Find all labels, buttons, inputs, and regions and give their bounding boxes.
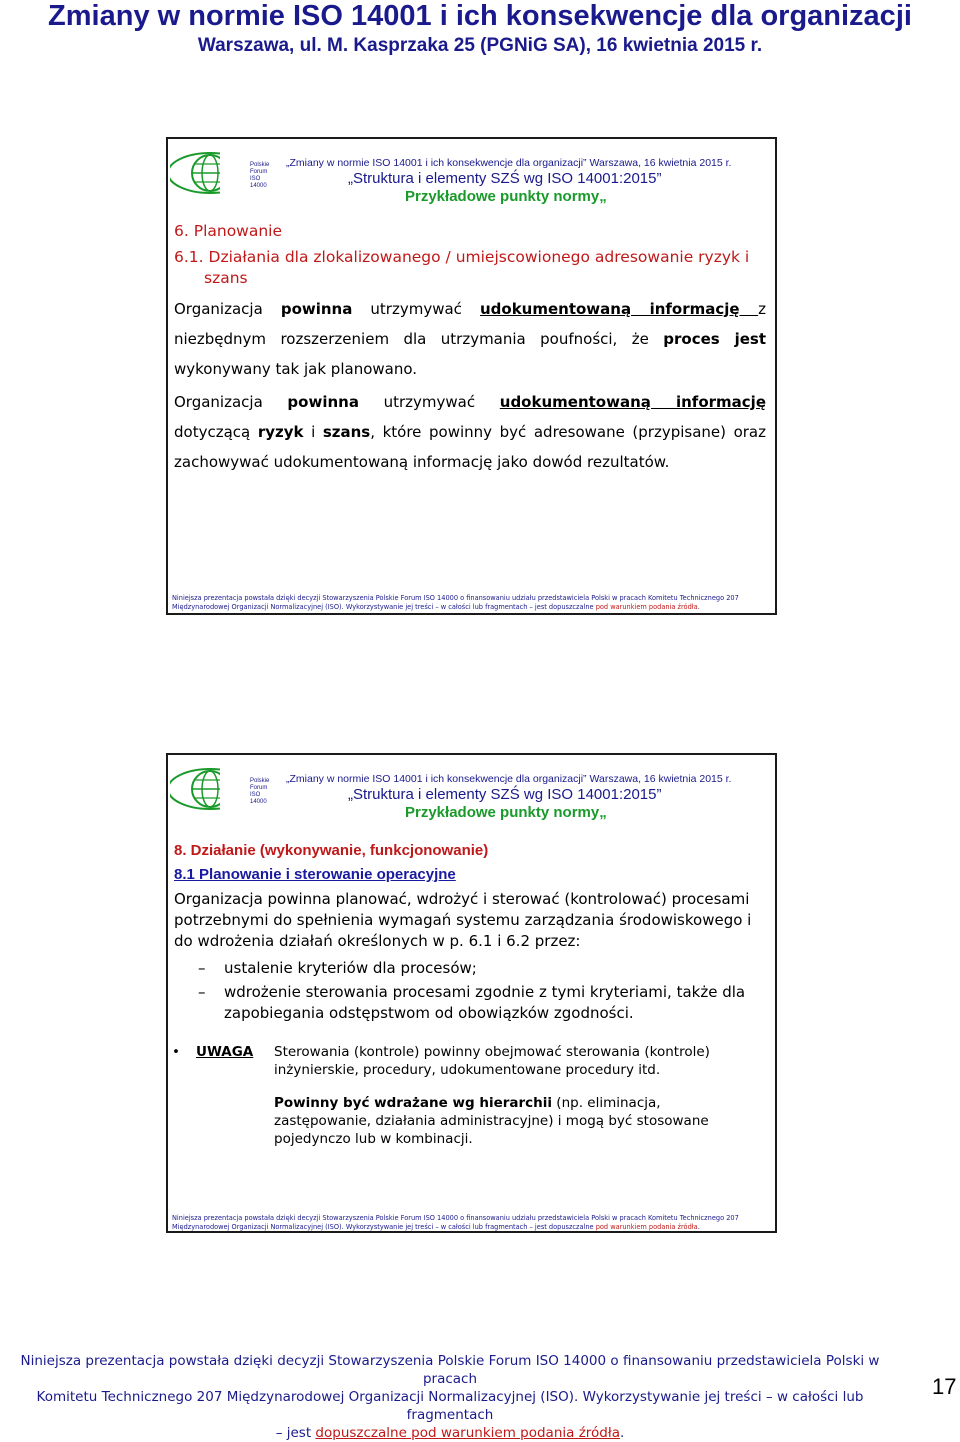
dash-marker: – bbox=[198, 983, 206, 1001]
note-paragraph-1: Sterowania (kontrole) powinny obejmować sterowania (kontrole) inżynierskie, procedury, udokumentowane procedury itd. bbox=[274, 1044, 710, 1078]
page-footer: Niniejsza prezentacja powstała dzięki decyzji Stowarzyszenia Polskie Forum ISO 14000 o finansowaniu przedstawiciela Polski w pracach Komitetu Technicznego 207 Międzynarodowej Organizacji Normalizacyjnej (ISO). Wykorzystywanie jej treści – w całości lub fragmentach – jest dopuszczalne pod warunkiem podania źródła. bbox=[20, 1353, 880, 1441]
note-paragraph-2: Powinny być wdrażane wg hierarchii (np. eliminacja, zastępowanie, działania administracyjne) i mogą być stosowane pojedynczo lub w kombinacji. bbox=[274, 1095, 709, 1147]
slide-header-line2: „Struktura i elementy SZŚ wg ISO 14001:2015” bbox=[348, 786, 662, 803]
slide-2 bbox=[166, 753, 777, 1233]
list-item: ustalenie kryteriów dla procesów; bbox=[224, 959, 477, 977]
logo bbox=[170, 149, 270, 197]
slide-header-line3: Przykładowe punkty normy„ bbox=[405, 188, 607, 205]
page-title: Zmiany w normie ISO 14001 i ich konsekwencje dla organizacji bbox=[48, 0, 912, 32]
slide-header-line1: „Zmiany w normie ISO 14001 i ich konsekwencje dla organizacji” Warszawa, 16 kwietnia 2015 r. bbox=[286, 157, 732, 169]
slide-footer: Niniejsza prezentacja powstała dzięki decyzji Stowarzyszenia Polskie Forum ISO 14000 o finansowaniu udziału przedstawiciela Polski w pracach Komitetu Technicznego 207 Międzynarodowej Organizacji Normalizacyjnej (ISO). Wykorzystywanie jej treści – w całości lub fragmentach – jest dopuszczalne pod warunkiem podania źródła. bbox=[172, 594, 739, 611]
logo-text: Polskie Forum ISO 14000 bbox=[250, 162, 270, 189]
page-number: 17 bbox=[932, 1374, 957, 1399]
list-item: wdrożenie sterowania procesami zgodnie z tymi kryteriami, także dla zapobiegania odstępstwom od obowiązków zgodności. bbox=[224, 983, 746, 1022]
bullet-icon: • bbox=[172, 1044, 180, 1060]
slide-footer: Niniejsza prezentacja powstała dzięki decyzji Stowarzyszenia Polskie Forum ISO 14000 o finansowaniu udziału przedstawiciela Polski w pracach Komitetu Technicznego 207 Międzynarodowej Organizacji Normalizacyjnej (ISO). Wykorzystywanie jej treści – w całości lub fragmentach – jest dopuszczalne pod warunkiem podania źródła. bbox=[172, 1214, 739, 1231]
section-heading: 6. Planowanie bbox=[174, 222, 283, 240]
dash-marker: – bbox=[198, 959, 206, 977]
slide-header-line3: Przykładowe punkty normy„ bbox=[405, 804, 607, 821]
logo-text: Polskie Forum ISO 14000 bbox=[250, 778, 270, 805]
subsection-heading: 6.1. Działania dla zlokalizowanego / umiejscowionego adresowanie ryzyk i bbox=[174, 248, 750, 266]
section-heading: 8. Działanie (wykonywanie, funkcjonowanie) bbox=[174, 842, 489, 859]
slide-header-line2: „Struktura i elementy SZŚ wg ISO 14001:2015” bbox=[348, 170, 662, 187]
paragraph-1: Organizacja powinna utrzymywać udokumentowaną informację z niezbędnym rozszerzeniem dla utrzymania poufności, że proces jest wykonywany tak jak planowano. bbox=[174, 300, 766, 378]
logo bbox=[170, 765, 270, 813]
paragraph-2: Organizacja powinna utrzymywać udokumentowaną informację dotyczącą ryzyk i szans, które powinny być adresowane (przypisane) oraz zachowywać udokumentowaną informację jako dowód rezultatów. bbox=[174, 393, 766, 471]
subsection-heading-cont: szans bbox=[204, 269, 248, 287]
body-text: Organizacja powinna planować, wdrożyć i sterować (kontrolować) procesami potrzebnymi do spełnienia wymagań systemu zarządzania środowiskowego i do wdrożenia działań określonych w p. 6.1 i 6.2 przez: bbox=[174, 890, 752, 950]
globe-logo-icon bbox=[170, 149, 220, 197]
note-label: UWAGA bbox=[196, 1044, 254, 1060]
globe-logo-icon bbox=[170, 765, 220, 813]
slide-1 bbox=[166, 137, 777, 615]
slide-header-line1: „Zmiany w normie ISO 14001 i ich konsekwencje dla organizacji” Warszawa, 16 kwietnia 2015 r. bbox=[286, 773, 732, 785]
subsection-heading: 8.1 Planowanie i sterowanie operacyjne bbox=[174, 866, 456, 883]
page-subtitle: Warszawa, ul. M. Kasprzaka 25 (PGNiG SA), 16 kwietnia 2015 r. bbox=[197, 35, 763, 56]
